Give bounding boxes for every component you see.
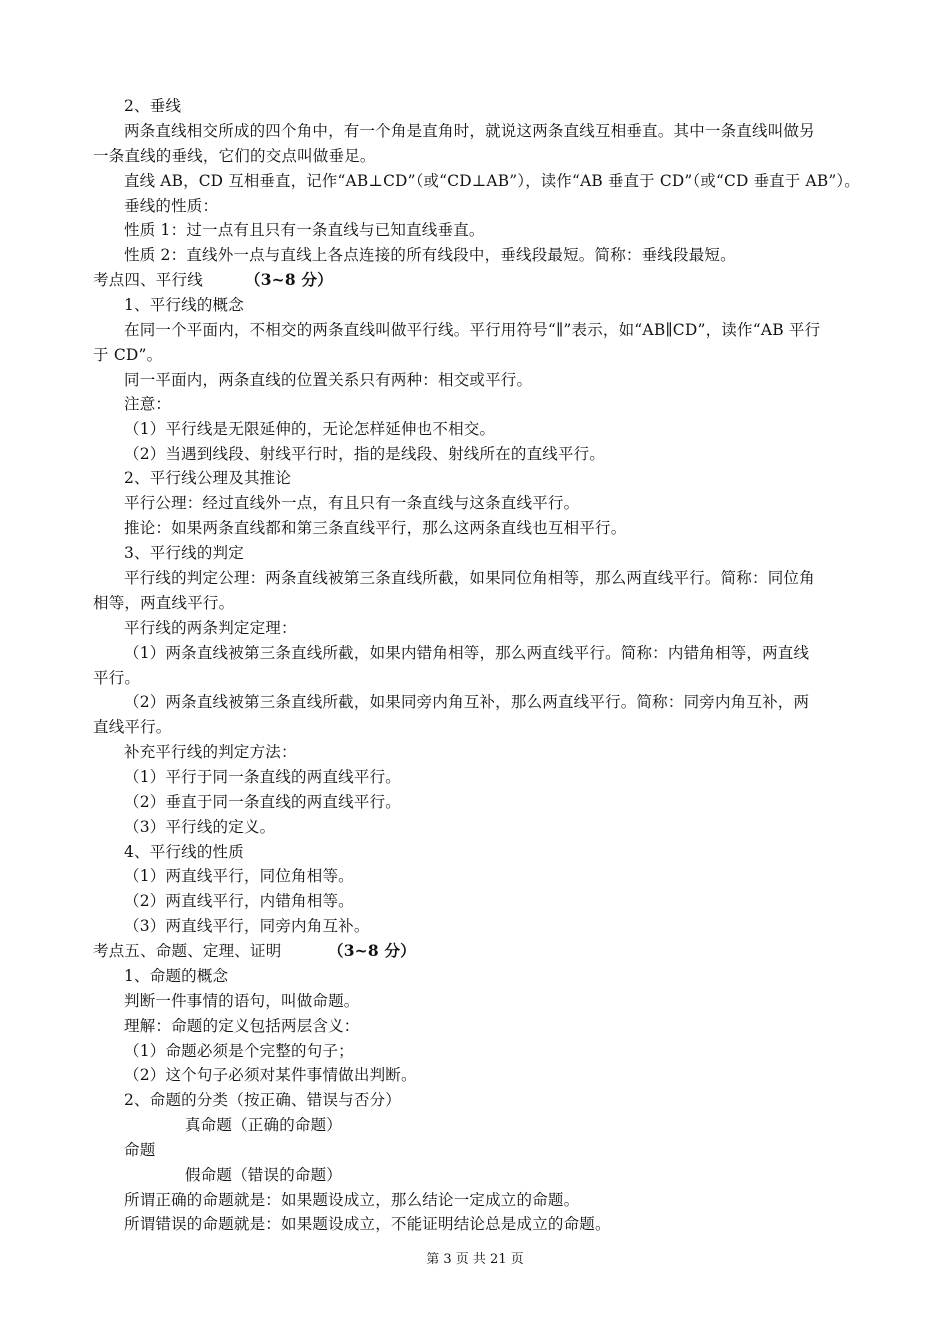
- list-item: （1）平行于同一条直线的两直线平行。: [124, 768, 401, 786]
- section-heading: 4、平行线的性质: [124, 843, 244, 861]
- list-item: （3）平行线的定义。: [124, 818, 276, 836]
- score-range: （3~8 分）: [245, 270, 333, 289]
- topic-heading: 考点五、命题、定理、证明: [93, 942, 282, 960]
- paragraph-line: 在同一个平面内，不相交的两条直线叫做平行线。平行用符号“∥”表示，如“AB∥CD”，读作“AB 平行: [124, 321, 821, 339]
- paragraph-line: 直线平行。: [93, 718, 172, 736]
- classification-branch: 真命题（正确的命题）: [185, 1116, 343, 1134]
- paragraph-line: 平行线的两条判定定理：: [124, 619, 297, 637]
- paragraph-line: 补充平行线的判定方法：: [124, 743, 297, 761]
- list-item: （1）两直线平行，同位角相等。: [124, 867, 354, 885]
- paragraph-line: 判断一件事情的语句，叫做命题。: [124, 992, 360, 1010]
- section-heading: 3、平行线的判定: [124, 544, 244, 562]
- paragraph-line: 所谓错误的命题就是：如果题设成立，不能证明结论总是成立的命题。: [124, 1215, 611, 1233]
- page-number-footer: 第 3 页 共 21 页: [426, 1252, 524, 1267]
- score-range: （3~8 分）: [328, 941, 416, 960]
- classification-branch: 假命题（错误的命题）: [185, 1166, 343, 1184]
- list-item: （2）这个句子必须对某件事情做出判断。: [124, 1066, 417, 1084]
- list-item: （2）两直线平行，内错角相等。: [124, 892, 354, 910]
- paragraph-line: 所谓正确的命题就是：如果题设成立，那么结论一定成立的命题。: [124, 1191, 580, 1209]
- list-item: （1）命题必须是个完整的句子；: [124, 1042, 354, 1060]
- list-item: （3）两直线平行，同旁内角互补。: [124, 917, 370, 935]
- section-heading: 2、平行线公理及其推论: [124, 469, 292, 487]
- paragraph-line: 理解：命题的定义包括两层含义：: [124, 1017, 360, 1035]
- paragraph-line: 一条直线的垂线，它们的交点叫做垂足。: [93, 147, 376, 165]
- paragraph-line: 于 CD”。: [93, 346, 163, 364]
- paragraph-line: 性质 2：直线外一点与直线上各点连接的所有线段中，垂线段最短。简称：垂线段最短。: [124, 246, 736, 264]
- paragraph-line: 性质 1：过一点有且只有一条直线与已知直线垂直。: [124, 221, 485, 239]
- paragraph-line: 直线 AB，CD 互相垂直，记作“AB⊥CD”（或“CD⊥AB”），读作“AB 垂直于 CD”（或“CD 垂直于 AB”）。: [124, 172, 860, 190]
- topic-heading: 考点四、平行线: [93, 271, 203, 289]
- paragraph-line: 垂线的性质：: [124, 197, 219, 215]
- paragraph-line: 平行。: [93, 669, 141, 687]
- list-item: （1）两条直线被第三条直线所截，如果内错角相等，那么两直线平行。简称：内错角相等，两直线: [124, 644, 810, 662]
- list-item: （2）当遇到线段、射线平行时，指的是线段、射线所在的直线平行。: [124, 445, 606, 463]
- list-item: （2）垂直于同一条直线的两直线平行。: [124, 793, 401, 811]
- section-heading: 2、垂线: [124, 97, 182, 115]
- paragraph-line: 平行公理：经过直线外一点，有且只有一条直线与这条直线平行。: [124, 494, 580, 512]
- paragraph-line: 同一平面内，两条直线的位置关系只有两种：相交或平行。: [124, 371, 533, 389]
- paragraph-line: 平行线的判定公理：两条直线被第三条直线所截，如果同位角相等，那么两直线平行。简称：同位角: [124, 569, 815, 587]
- paragraph-line: 推论：如果两条直线都和第三条直线平行，那么这两条直线也互相平行。: [124, 519, 627, 537]
- list-item: （1）平行线是无限延伸的，无论怎样延伸也不相交。: [124, 420, 496, 438]
- paragraph-line: 注意：: [124, 395, 172, 413]
- section-heading: 1、命题的概念: [124, 967, 229, 985]
- classification-root: 命题: [124, 1141, 156, 1159]
- paragraph-line: 相等，两直线平行。: [93, 594, 235, 612]
- list-item: （2）两条直线被第三条直线所截，如果同旁内角互补，那么两直线平行。简称：同旁内角互补，两: [124, 693, 810, 711]
- section-heading: 2、命题的分类（按正确、错误与否分）: [124, 1091, 401, 1109]
- section-heading: 1、平行线的概念: [124, 296, 244, 314]
- paragraph-line: 两条直线相交所成的四个角中，有一个角是直角时，就说这两条直线互相垂直。其中一条直线叫做另: [124, 122, 815, 140]
